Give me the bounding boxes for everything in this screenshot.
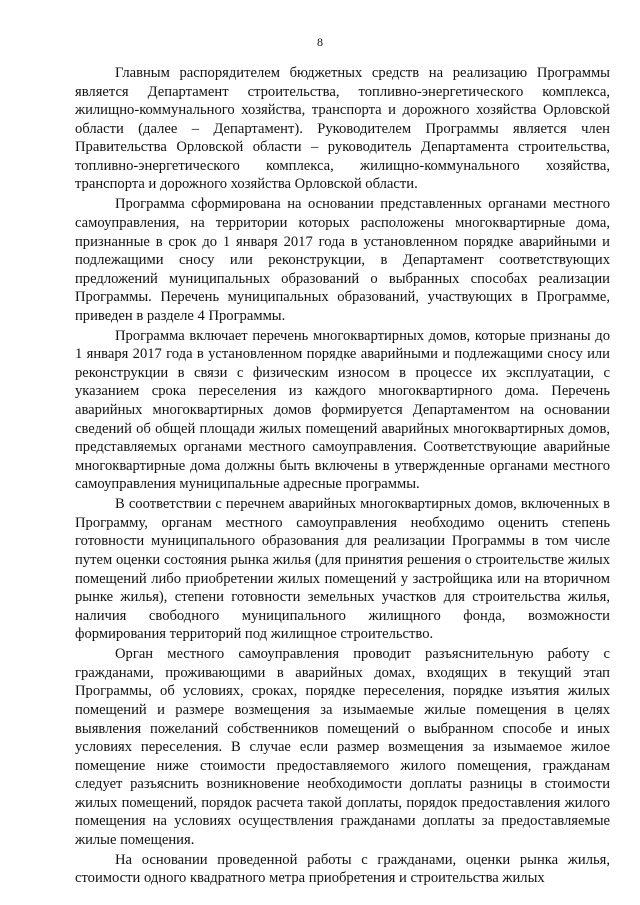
paragraph-budget-manager: Главным распорядителем бюджетных средств на реализацию Программы является Департамент строительства, топливно-энергетического комплекса, жилищно-коммунального хозяйства, транспорта и дорожного хозяйства Орловской области (далее – Департамент). Руководителем Программы является член Правительства Орловской области – руководитель Департамента строительства, топливно-энергетического комплекса, жилищно-коммунального хозяйства, транспорта и дорожного хозяйства Орловской области. xyxy=(75,65,610,193)
paragraph-program-formation: Программа сформирована на основании представленных органами местного самоуправления, на территории которых расположены многоквартирные дома, признанные в срок до 1 января 2017 года в установленном порядке аварийными и подлежащими сносу или реконструкции, в Департамент соответствующих предложений муниципальных образований о выбранных способах реализации Программы. Перечень муниципальных образований, участвующих в Программе, приведен в разделе 4 Программы. xyxy=(75,196,610,324)
paragraph-house-list: Программа включает перечень многоквартирных домов, которые признаны до 1 января 2017 года в установленном порядке аварийными и подлежащими сносу или реконструкции в связи с физическим износом в процессе их эксплуатации, с указанием срока переселения из каждого многоквартирного дома. Перечень аварийных многоквартирных домов формируется Департаментом на основании сведений об общей площади жилых помещений аварийных многоквартирных домов, представляемых органами местного самоуправления. Соответствующие аварийные многоквартирные дома должны быть включены в утвержденные органами местного самоуправления муниципальные адресные программы. xyxy=(75,327,610,493)
page-number: 8 xyxy=(317,35,323,49)
paragraph-market-assessment: На основании проведенной работы с гражданами, оценки рынка жилья, стоимости одного квадратного метра приобретения и строительства жилых xyxy=(75,851,610,887)
paragraph-readiness-assessment: В соответствии с перечнем аварийных многоквартирных домов, включенных в Программу, органам местного самоуправления необходимо оценить степень готовности муниципального образования для реализации Программы в том числе путем оценки состояния рынка жилья (для принятия решения о строительстве жилых помещений либо приобретении жилых помещений у застройщика или на вторичном рынке жилья), степени готовности земельных участков для строительства жилья, наличия свободного муниципального жилищного фонда, возможности формирования территорий под жилищное строительство. xyxy=(75,496,610,643)
paragraph-explanatory-work: Орган местного самоуправления проводит разъяснительную работу с гражданами, проживающими в аварийных домах, входящих в текущий этап Программы, об условиях, сроках, порядке переселения, порядке изъятия жилых помещений и размере возмещения за изымаемые жилые помещения в целях выявления пожеланий собственников помещений о выбранном способе и иных условиях переселения. В случае если размер возмещения за изымаемое жилое помещение ниже стоимости предоставляемого жилого помещения, гражданам следует разъяснить возникновение необходимости доплаты разницы в стоимости жилых помещений, порядок расчета такой доплаты, порядок предоставления жилого помещения на условиях осуществления гражданами доплаты за предоставляемые жилые помещения. xyxy=(75,646,610,848)
page-body xyxy=(75,64,610,890)
